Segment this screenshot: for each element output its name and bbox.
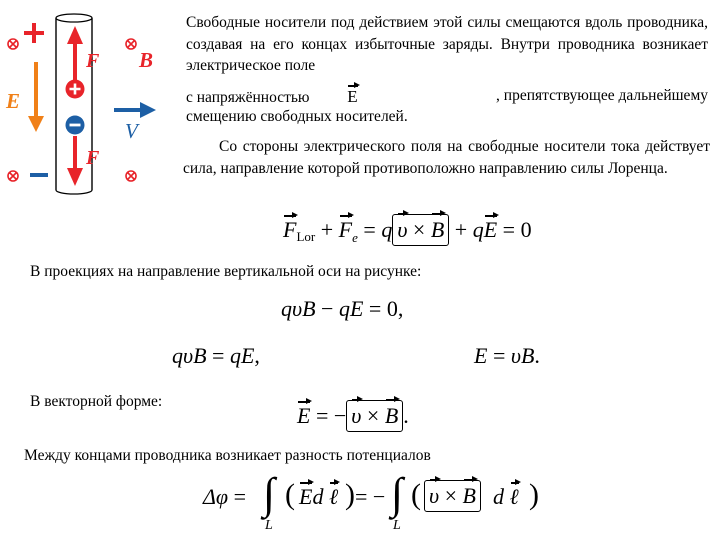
label-e: E: [6, 89, 21, 113]
equation-1: $F_{Lor} + F_e = q$ υ × B + qE = 0: [283, 214, 532, 246]
label-v: V: [125, 119, 138, 143]
paragraph-1-line-4-right: , препятствующее дальнейшему: [496, 87, 708, 104]
label-f-bottom: F: [86, 147, 100, 169]
lorentz-force-arrow-up: [67, 26, 83, 80]
inline-e-vector: E: [347, 87, 358, 106]
positive-charge-icon: [66, 80, 85, 99]
vector-form-text: В векторной форме:: [30, 393, 163, 410]
conductor-figure: [0, 0, 178, 200]
paragraph-2: [183, 136, 710, 179]
electric-force-arrow-down: [67, 136, 83, 186]
potential-difference-text: Между концами проводника возникает разность потенциалов: [24, 447, 431, 464]
top-plus-sign: [24, 23, 44, 43]
paragraph-2-text: Со стороны электрического поля на свободные носители тока действует сила, направление которой противоположно направлению силы Лоренца.: [183, 138, 710, 177]
equation-4: E = − υ × B .: [297, 400, 409, 432]
paragraph-1: [186, 12, 708, 77]
negative-charge-icon: [66, 116, 85, 135]
paragraph-1-line-5: смещению свободных носителей.: [186, 108, 408, 125]
velocity-arrow: [114, 102, 156, 118]
label-f-top: F: [86, 50, 100, 72]
paragraph-1-line-4-left: с напряжённостью: [186, 89, 310, 106]
paragraph-1-text: Свободные носители под действием этой силы смещаются вдоль проводника, создавая на его концах избыточные заряды. Внутри проводника возникает электрическое поле: [186, 14, 708, 74]
equation-2: qυB − qE = 0,: [281, 296, 404, 321]
projections-text: В проекциях на направление вертикальной оси на рисунке:: [30, 263, 422, 280]
e-field-arrow: [28, 62, 44, 132]
equation-3-left: qυB = qE,: [172, 343, 260, 368]
label-b: B: [139, 48, 154, 72]
equation-3-right: E = υB.: [474, 343, 540, 368]
paragraph-1-line-4: [186, 87, 708, 107]
